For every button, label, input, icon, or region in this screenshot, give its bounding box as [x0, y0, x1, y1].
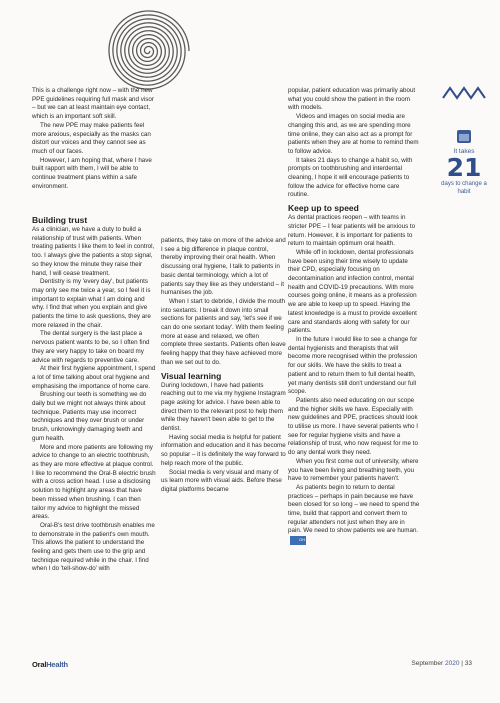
paragraph: Patients also need educating on our scope and the higher skills we have. Especially with new guidelines and PPE, practices should look to utilise us more. I have several patients who I see for regular hygiene visits and have a relationship of trust, who now request for me to do any dental work they need.	[288, 396, 418, 457]
paragraph: Having social media is helpful for patient information and education and it has become so popular – it is definitely the way forward to help reach more of the public.	[161, 433, 286, 467]
paragraph: Dentistry is my 'every day', but patients may only see me twice a year, so I feel it is important to explain what I am doing and why. I find that when you explain and give patients the time to ask questions, they are more relaxed in the chair.	[32, 278, 151, 329]
oralhealth-logo	[32, 660, 68, 669]
paragraph: patients, they take on more of the advice and I see a big difference in plaque control, thereby improving their oral health. When discussing oral hygiene, I talk to patients in basic dental terminology, which a lot of patients say they like as they understand – it humanises the job.	[161, 237, 286, 297]
sidebar-post-text: days to change a habit	[441, 181, 487, 195]
paragraph: popular, patient education was primarily about what you could show the patient in the room with models.	[288, 87, 416, 112]
page-number: 33	[464, 660, 472, 667]
paragraph: Brushing our teeth is something we do daily but we might not always think about technique. Patients may use incorrect techniques and they over brush or under brush, unknowingly damaging teeth and gum health.	[32, 391, 147, 442]
page-footer	[32, 660, 472, 672]
zigzag-decoration-icon	[442, 84, 486, 102]
paragraph: As patients begin to return to dental practices – perhaps in pain because we have been closed for so long – we need to spend the time, build that rapport and convert them to regular attenders not just when they are in pain. We need to show patients we are human.OH	[288, 484, 420, 546]
end-mark-icon: OH	[290, 536, 306, 545]
paragraph: However, I am hoping that, where I have built rapport with them, I will be able to continue treatment plans within a safe environment.	[32, 156, 152, 190]
sidebar-pre-text: It takes	[453, 148, 475, 155]
brand-part2: Health	[46, 660, 68, 669]
paragraph: Videos and images on social media are changing this and, as we are spending more time online, they can also act as a prompt for patients when they are at home to remind them to follow advice.	[288, 113, 419, 155]
paragraph: Social media is very visual and many of us learn more with visual aids. Before these digital platforms became	[161, 468, 282, 493]
paragraph: While off in lockdown, dental professionals have been using their time wisely to update their CPD, especially focusing on decontamination and infection control, mental health and COVID-19 precautions. With more courses going online, it means as a profession we are able to keep up to speed. Having the latest knowledge is a must to provide excellent care and standards along with safety for our patients.	[288, 248, 417, 335]
column-2	[161, 237, 286, 495]
spiral-line	[109, 11, 189, 89]
paragraph: In the future I would like to see a change for dental hygienists and therapists that will become more recognised within the profession for our skills. We have the skills to treat a patient and to return them to full dental health, yet many dentists still don't understand our full scope.	[288, 335, 418, 396]
footer-year: 2020	[444, 660, 460, 667]
paragraph: When you first come out of university, where you have been living and breathing teeth, you have to remember your patients haven't.	[288, 457, 419, 483]
page-info: September 2020 | 33	[411, 660, 472, 667]
paragraph: More and more patients are following my advice to change to an electric toothbrush, as they are more effective at plaque control. I like to recommend the Oral-B electric brush with a cross action head. I use a disclosing solution to highlight any areas that have been missed when brushing. I can then tailor my advice to highlight the missed areas.	[32, 443, 156, 521]
paragraph: It takes 21 days to change a habit so, with prompts on toothbrushing and interdental cleaning, I hope it will encourage patients to follow the advice for effective home care routine.	[288, 156, 413, 199]
brand-part1: Oral	[32, 660, 47, 669]
section-heading: Keep up to speed	[288, 203, 359, 214]
paragraph: Oral-B's test drive toothbrush enables me to demonstrate in the patient's own mouth. This allows the patient to understand the feeling and gets them use to the grip and technique required while in the chair. I find when I do 'tell-show-do' with	[32, 521, 155, 573]
paragraph: During lockdown, I have had patients reaching out to me via my hygiene Instagram page asking for advice. I have been able to direct them to the relevant post to help them while they haven't been able to get to the dentist.	[161, 381, 286, 433]
heading-building-trust: Building trust	[32, 215, 88, 225]
paragraph: The new PPE may make patients feel more anxious, especially as the masks can distort our voices and they cannot see as much of our faces.	[32, 121, 151, 155]
column-1-building-trust	[32, 212, 156, 574]
paragraph: When I start to debride, I divide the mouth into sextants. I break it down into small sections for patients and say, 'let's see if we can do one sextant today'. With them feeling more at ease and relaxed, we often complete three sextants. Patients often leave feeling happy that they have achieved more than we set out to do.	[161, 297, 286, 366]
section-heading: Visual learning	[161, 370, 222, 381]
spiral-illustration	[105, 8, 191, 94]
sidebar-callout	[441, 84, 487, 196]
paragraph: At their first hygiene appointment, I spend a lot of time talking about oral hygiene and emphasising the importance of home care.	[32, 365, 156, 390]
footer-month: September	[411, 660, 444, 667]
column-1-top	[32, 87, 156, 191]
calendar-icon	[457, 130, 471, 143]
paragraph: As a clinician, we have a duty to build a relationship of trust with patients. When treating patients I like them to feel in control, too. I always give the patients a stop signal, so they know the minute they raise their hand, I will cease treatment.	[32, 226, 155, 277]
sidebar-number: 21	[446, 153, 482, 182]
paragraph: The dental surgery is the last place a nervous patient wants to be, so I often find they are very happy to take on board my advice with regards to preventive care.	[32, 330, 150, 364]
paragraph: This is a challenge right now – with the new PPE guidelines requiring full mask and visor – but we can at least maintain eye contact, which is an important soft skill.	[32, 87, 154, 121]
column-3	[288, 87, 420, 546]
paragraph: As dental practices reopen – with teams in stricter PPE – I fear patients will be anxious to return. However, it is important for patients to return to maintain optimum oral health.	[288, 214, 416, 248]
